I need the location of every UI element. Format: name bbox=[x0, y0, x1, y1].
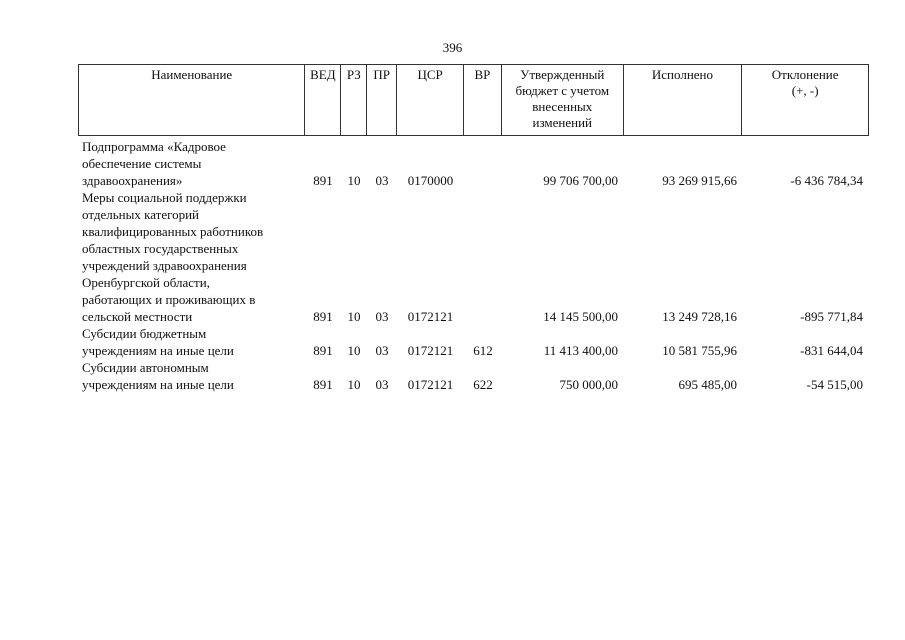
row-name: Субсидии автономным учреждениям на иные цели bbox=[82, 360, 234, 392]
row-ved: 891 bbox=[313, 173, 333, 188]
row-executed: 13 249 728,16 bbox=[662, 309, 737, 324]
row-csr: 0172121 bbox=[407, 377, 454, 392]
row-rz: 10 bbox=[347, 343, 361, 358]
row-name: Меры социальной поддержки отдельных категорий квалифицированных работников областных государственных учреждений здравоохранения Оренбургской области, работающих и проживающих в сельской местности bbox=[82, 190, 264, 324]
row-approved: 750 000,00 bbox=[559, 377, 618, 392]
header-deviation: Отклонение (+, -) bbox=[771, 67, 839, 98]
row-executed: 93 269 915,66 bbox=[662, 173, 737, 188]
row-pr: 03 bbox=[375, 377, 389, 392]
row-vr: 612 bbox=[473, 343, 493, 358]
header-approved: Утвержденный бюджет с учетом внесенных изменений bbox=[502, 65, 624, 135]
row-pr: 03 bbox=[375, 309, 389, 324]
row-executed: 695 485,00 bbox=[678, 377, 737, 392]
table-row bbox=[78, 138, 869, 189]
row-name: Подпрограмма «Кадровое обеспечение системы здравоохранения» bbox=[82, 139, 226, 188]
row-deviation: -895 771,84 bbox=[800, 309, 863, 324]
table-row bbox=[78, 359, 869, 393]
row-approved: 99 706 700,00 bbox=[543, 173, 618, 188]
header-csr: ЦСР bbox=[397, 65, 464, 135]
row-deviation: -831 644,04 bbox=[800, 343, 863, 358]
page-number: 396 bbox=[442, 40, 463, 55]
row-csr: 0170000 bbox=[407, 173, 454, 188]
header-pr: ПР bbox=[367, 65, 397, 135]
table-row bbox=[78, 189, 869, 325]
row-ved: 891 bbox=[313, 309, 333, 324]
row-csr: 0172121 bbox=[407, 343, 454, 358]
row-pr: 03 bbox=[375, 173, 389, 188]
row-ved: 891 bbox=[313, 377, 333, 392]
row-deviation: -6 436 784,34 bbox=[790, 173, 863, 188]
row-deviation: -54 515,00 bbox=[806, 377, 863, 392]
header-executed: Исполнено bbox=[624, 65, 743, 135]
row-rz: 10 bbox=[347, 173, 361, 188]
row-vr: 622 bbox=[473, 377, 493, 392]
row-csr: 0172121 bbox=[407, 309, 454, 324]
row-rz: 10 bbox=[347, 377, 361, 392]
row-name: Субсидии бюджетным учреждениям на иные цели bbox=[82, 326, 234, 358]
row-pr: 03 bbox=[375, 343, 389, 358]
header-vr: ВР bbox=[464, 65, 502, 135]
row-executed: 10 581 755,96 bbox=[662, 343, 737, 358]
header-ved: ВЕД bbox=[305, 65, 341, 135]
row-approved: 11 413 400,00 bbox=[543, 343, 618, 358]
table-row bbox=[78, 325, 869, 359]
row-ved: 891 bbox=[313, 343, 333, 358]
table-body bbox=[78, 138, 869, 393]
header-name: Наименование bbox=[79, 65, 305, 135]
row-rz: 10 bbox=[347, 309, 361, 324]
header-rz: РЗ bbox=[341, 65, 367, 135]
row-approved: 14 145 500,00 bbox=[543, 309, 618, 324]
table-header bbox=[78, 64, 869, 136]
